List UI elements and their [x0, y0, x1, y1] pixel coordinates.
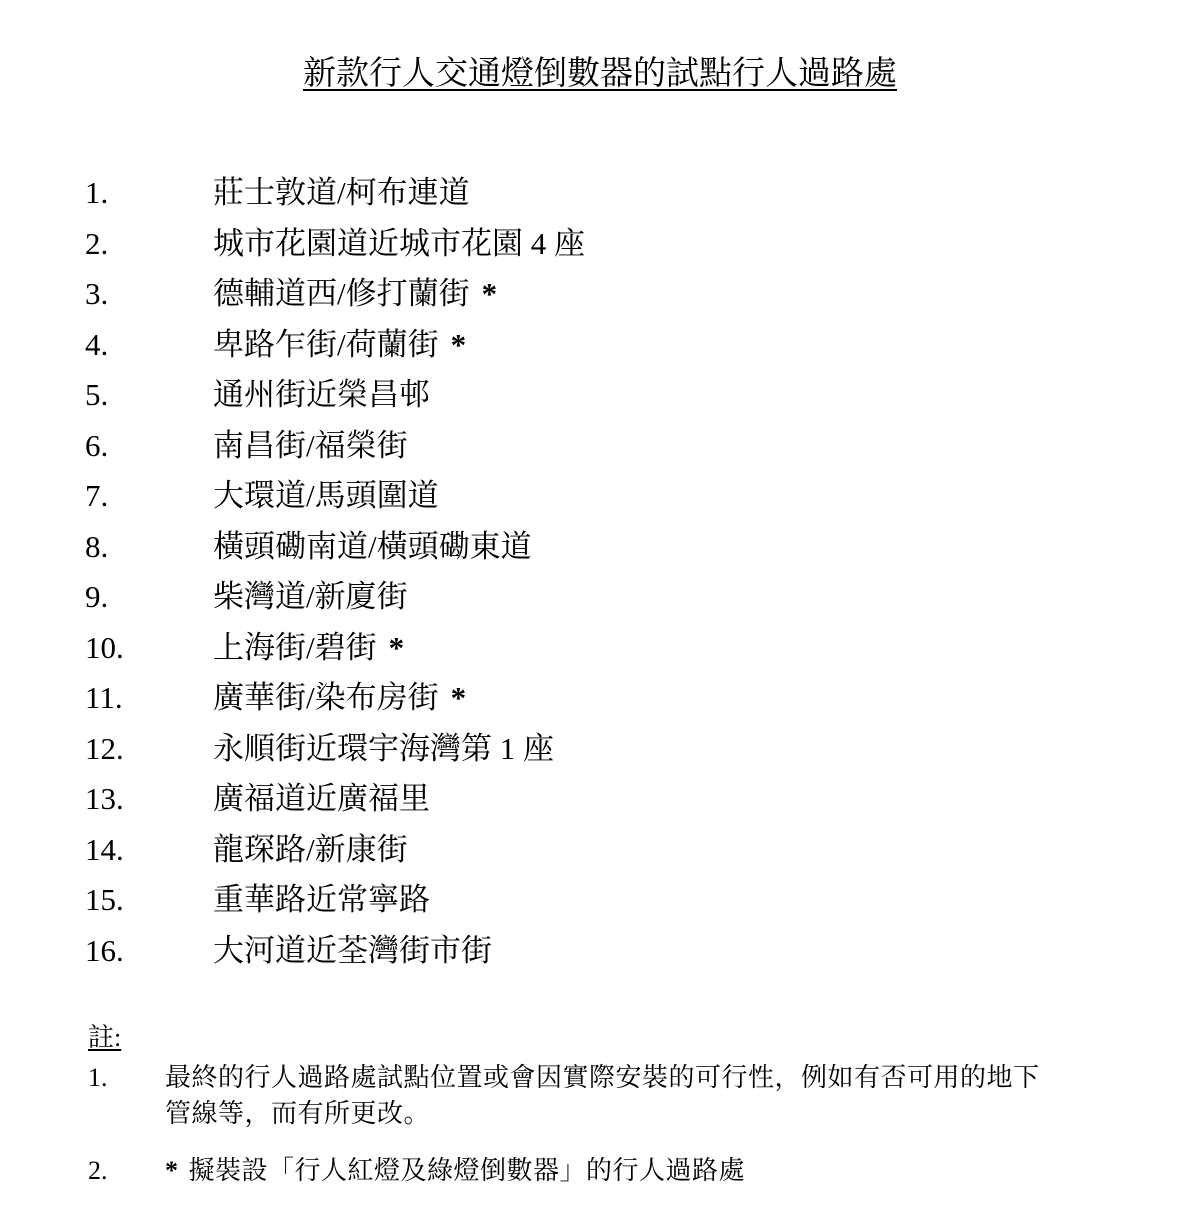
item-number: 7.	[85, 478, 109, 513]
asterisk-marker: *	[450, 680, 467, 715]
crossing-list	[0, 168, 1200, 976]
list-item	[0, 522, 1200, 573]
list-item	[0, 471, 1200, 522]
item-location-text: 莊士敦道/柯布連道	[213, 175, 470, 210]
note-text-line: 管線等，而有所更改。	[165, 1099, 431, 1128]
note-text	[165, 1153, 1185, 1189]
list-item	[0, 724, 1200, 775]
item-location-text: 上海街/碧街	[213, 629, 377, 665]
item-location	[213, 421, 420, 472]
page-title	[0, 52, 1200, 96]
item-location	[213, 774, 442, 825]
item-location-text: 橫頭磡南道/橫頭磡東道	[213, 528, 532, 564]
list-item	[0, 926, 1200, 977]
page-title-text: 新款行人交通燈倒數器的試點行人過路處	[303, 56, 897, 92]
notes-heading: 註:	[88, 1023, 122, 1052]
item-location	[213, 370, 442, 421]
item-number: 14.	[85, 831, 124, 867]
item-number: 12.	[85, 730, 124, 766]
item-location-text: 通州街近榮昌邨	[213, 377, 430, 412]
list-item	[0, 774, 1200, 825]
item-location	[213, 926, 504, 977]
list-item	[0, 168, 1200, 219]
item-number: 1.	[85, 175, 109, 210]
item-number: 6.	[85, 427, 109, 463]
item-number: 13.	[85, 781, 124, 816]
item-location	[213, 724, 566, 775]
item-number: 5.	[85, 377, 109, 412]
list-item	[0, 572, 1200, 623]
item-number: 15.	[85, 882, 124, 917]
item-location	[213, 320, 466, 371]
item-number: 4.	[85, 326, 109, 362]
item-location-text: 永順街近環宇海灣第 1 座	[213, 730, 554, 766]
item-location-text: 大河道近荃灣街市街	[213, 932, 492, 968]
item-location-text: 南昌街/福榮街	[213, 427, 408, 463]
asterisk-marker: *	[481, 276, 498, 311]
item-number: 2.	[85, 225, 109, 261]
list-item	[0, 825, 1200, 876]
asterisk-marker: *	[388, 629, 405, 665]
asterisk-marker: *	[450, 326, 467, 362]
item-location	[213, 471, 451, 522]
list-item	[0, 219, 1200, 270]
item-number: 10.	[85, 629, 124, 665]
item-location-text: 城市花園道近城市花園 4 座	[213, 225, 585, 261]
item-number: 11.	[85, 680, 123, 715]
note-text-line: 最終的行人過路處試點位置或會因實際安裝的可行性，例如有否可用的地下	[165, 1063, 1040, 1092]
item-location	[213, 219, 597, 270]
item-location-text: 重華路近常寧路	[213, 882, 430, 917]
note-text-line: 擬裝設「行人紅燈及綠燈倒數器」的行人過路處	[188, 1156, 746, 1185]
item-location-text: 龍琛路/新康街	[213, 831, 408, 867]
note-text	[165, 1060, 1185, 1132]
note-number: 2.	[88, 1156, 108, 1185]
item-location	[213, 623, 404, 674]
item-location	[213, 673, 466, 724]
item-location-text: 卑路乍街/荷蘭街	[213, 326, 439, 362]
item-location	[213, 522, 544, 573]
list-item	[0, 875, 1200, 926]
asterisk-marker: *	[165, 1156, 179, 1185]
list-item	[0, 623, 1200, 674]
item-location-text: 德輔道西/修打蘭街	[213, 276, 470, 311]
item-location	[213, 168, 482, 219]
item-location-text: 柴灣道/新廈街	[213, 579, 408, 614]
item-number: 8.	[85, 528, 109, 564]
item-location-text: 廣華街/染布房街	[213, 680, 439, 715]
list-item	[0, 673, 1200, 724]
item-number: 3.	[85, 276, 109, 311]
list-item	[0, 370, 1200, 421]
item-location	[213, 269, 497, 320]
list-item	[0, 421, 1200, 472]
note-number: 1.	[88, 1063, 108, 1092]
item-number: 9.	[85, 579, 109, 614]
item-location-text: 大環道/馬頭圍道	[213, 478, 439, 513]
item-number: 16.	[85, 932, 124, 968]
item-location-text: 廣福道近廣福里	[213, 781, 430, 816]
item-location	[213, 572, 420, 623]
item-location	[213, 875, 442, 926]
item-location	[213, 825, 420, 876]
list-item	[0, 269, 1200, 320]
list-item	[0, 320, 1200, 371]
